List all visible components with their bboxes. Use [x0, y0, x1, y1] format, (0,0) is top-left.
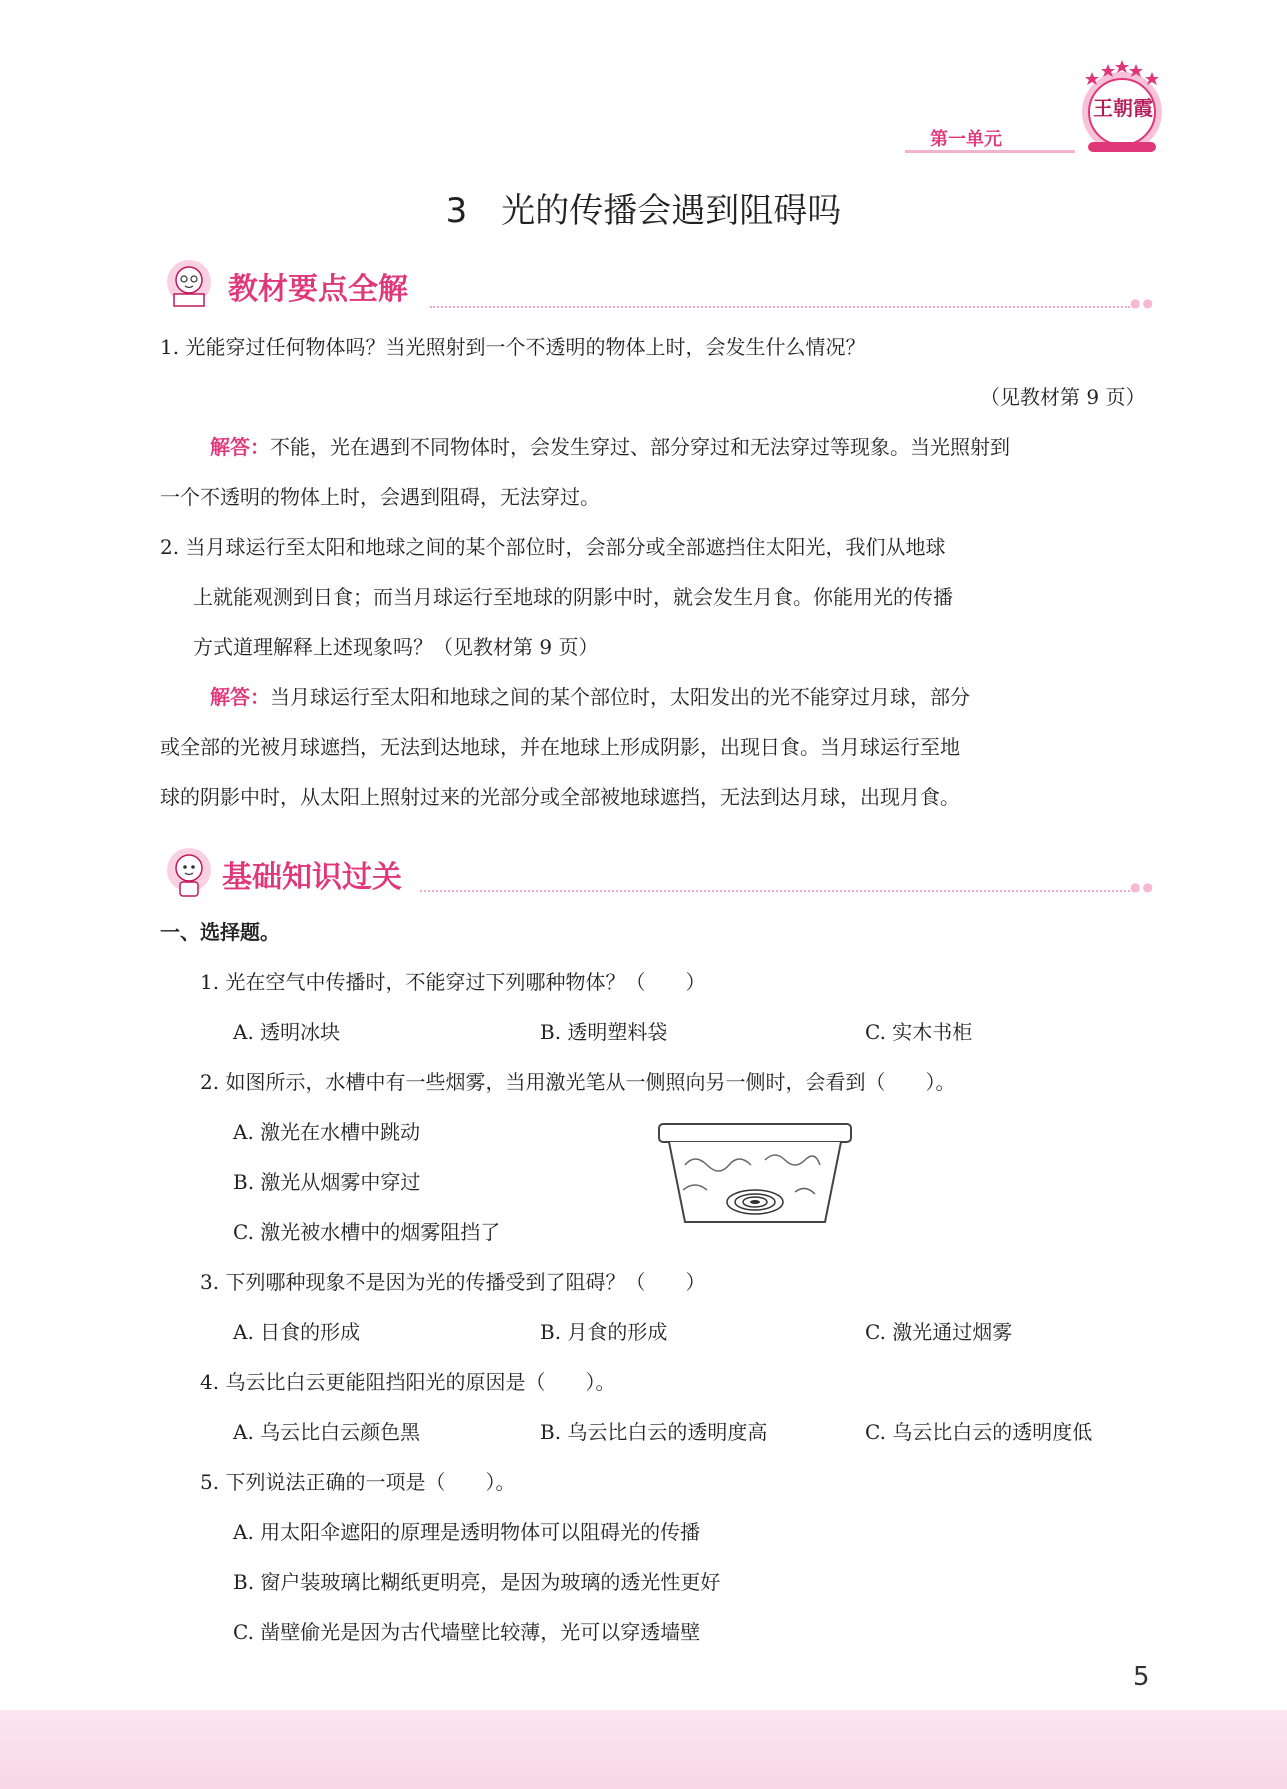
- mcq-1-option-b: B. 透明塑料袋: [540, 1020, 668, 1044]
- section-title-textbook: 教材要点全解: [228, 272, 408, 307]
- answer-2-line-1: 解答：当月球运行至太阳和地球之间的某个部位时，太阳发出的光不能穿过月球，部分: [210, 685, 970, 709]
- question-2-line-2: 上就能观测到日食；而当月球运行至地球的阴影中时，就会发生月食。你能用光的传播: [193, 585, 953, 609]
- unit-label: 第一单元: [930, 129, 1002, 150]
- answer-1-line-1: 解答：不能，光在遇到不同物体时，会发生穿过、部分穿过和无法穿过等现象。当光照射到: [210, 435, 1010, 459]
- girl-mascot-icon: [160, 846, 218, 898]
- section-divider: [430, 306, 1130, 308]
- mcq-5-option-c: C. 凿壁偷光是因为古代墙壁比较薄，光可以穿透墙壁: [233, 1620, 701, 1644]
- part-label: 一、选择题。: [160, 920, 280, 944]
- smoke-tank-illustration: [655, 1120, 855, 1225]
- mcq-3-option-b: B. 月食的形成: [540, 1320, 668, 1344]
- question-2-line-1: 2. 当月球运行至太阳和地球之间的某个部位时，会部分或全部遮挡住太阳光，我们从地球: [160, 535, 946, 559]
- logo-text: 王朝霞: [1093, 96, 1153, 120]
- section-divider: [420, 890, 1130, 892]
- mcq-4-option-a: A. 乌云比白云颜色黑: [233, 1420, 421, 1444]
- mcq-4-stem: 4. 乌云比白云更能阻挡阳光的原因是（ ）。: [200, 1370, 616, 1394]
- mcq-1-option-c: C. 实木书柜: [865, 1020, 973, 1044]
- answer-label: 解答：: [210, 685, 270, 709]
- mcq-1-option-a: A. 透明冰块: [233, 1020, 341, 1044]
- mcq-3-option-c: C. 激光通过烟雾: [865, 1320, 1013, 1344]
- mcq-2-stem: 2. 如图所示，水槽中有一些烟雾，当用激光笔从一侧照向另一侧时，会看到（ ）。: [200, 1070, 956, 1094]
- mcq-3-stem: 3. 下列哪种现象不是因为光的传播受到了阻碍？（ ）: [200, 1270, 706, 1294]
- mcq-2-option-c: C. 激光被水槽中的烟雾阻挡了: [233, 1220, 501, 1244]
- answer-2-line-3: 球的阴影中时，从太阳上照射过来的光部分或全部被地球遮挡，无法到达月球，出现月食。: [160, 785, 960, 809]
- question-1-reference: （见教材第 9 页）: [980, 385, 1146, 409]
- unit-underline: [905, 150, 1075, 153]
- mcq-4-option-b: B. 乌云比白云的透明度高: [540, 1420, 768, 1444]
- mcq-1-stem: 1. 光在空气中传播时，不能穿过下列哪种物体？（ ）: [200, 970, 706, 994]
- mcq-5-option-a: A. 用太阳伞遮阳的原理是透明物体可以阻碍光的传播: [233, 1520, 701, 1544]
- answer-2-line-2: 或全部的光被月球遮挡，无法到达地球，并在地球上形成阴影，出现日食。当月球运行至地: [160, 735, 960, 759]
- mcq-5-stem: 5. 下列说法正确的一项是（ ）。: [200, 1470, 516, 1494]
- section-dots: ●●: [1130, 880, 1155, 894]
- mcq-2-option-a: A. 激光在水槽中跳动: [233, 1120, 421, 1144]
- page-title: 3 光的传播会遇到阻碍吗: [445, 191, 842, 231]
- girl-reading-icon: [160, 258, 218, 310]
- section-dots: ●●: [1130, 296, 1155, 310]
- mcq-4-option-c: C. 乌云比白云的透明度低: [865, 1420, 1093, 1444]
- question-2-line-3: 方式道理解释上述现象吗？（见教材第 9 页）: [193, 635, 599, 659]
- mcq-5-option-b: B. 窗户装玻璃比糊纸更明亮，是因为玻璃的透光性更好: [233, 1570, 721, 1594]
- mcq-2-option-b: B. 激光从烟雾中穿过: [233, 1170, 421, 1194]
- page-number: 5: [1133, 1662, 1150, 1692]
- question-1-text: 1. 光能穿过任何物体吗？当光照射到一个不透明的物体上时，会发生什么情况？: [160, 335, 866, 359]
- answer-label: 解答：: [210, 435, 270, 459]
- section-title-basic: 基础知识过关: [222, 860, 402, 895]
- answer-1-line-2: 一个不透明的物体上时，会遇到阻碍，无法穿过。: [160, 485, 600, 509]
- mcq-3-option-a: A. 日食的形成: [233, 1320, 361, 1344]
- bottom-decorative-band: [0, 1710, 1287, 1789]
